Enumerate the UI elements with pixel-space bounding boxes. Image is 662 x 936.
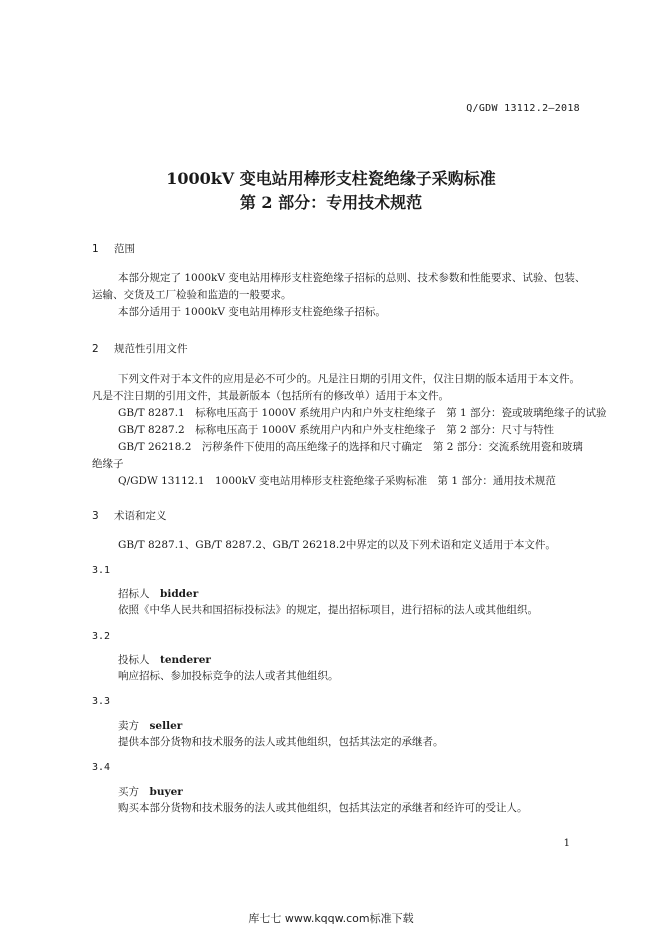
term-entry — [118, 718, 182, 733]
section-number: 1 — [92, 243, 99, 255]
standard-code: Q/GDW 13112.2—2018 — [466, 103, 580, 114]
clause-number: 3.4 — [92, 762, 111, 773]
term-definition: 购买本部分货物和技术服务的法人或其他组织，包括其法定的承继者和经许可的受让人。 — [118, 802, 528, 814]
clause-number: 3.2 — [92, 631, 111, 642]
text-line: 下列文件对于本文件的应用是必不可少的。凡是注日期的引用文件，仅注日期的版本适用于本文件。 — [118, 373, 580, 385]
document-title: 1000kV 变电站用棒形支柱瓷绝缘子采购标准 — [166, 169, 496, 188]
reference-item: GB/T 26218.2 污秽条件下使用的高压绝缘子的选择和尺寸确定 第 2 部分：交流系统用瓷和玻璃 — [118, 441, 583, 453]
term-en: seller — [149, 720, 183, 732]
page-number: 1 — [563, 838, 570, 849]
term-definition: 依照《中华人民共和国招标投标法》的规定，提出招标项目，进行招标的法人或其他组织。 — [118, 604, 538, 616]
section-number: 3 — [92, 510, 99, 522]
terms-intro — [92, 537, 586, 554]
text-line: 绝缘子 — [92, 458, 124, 470]
scope-paragraph — [92, 270, 586, 321]
term-entry — [118, 784, 183, 799]
text-line: 凡是不注日期的引用文件，其最新版本（包括所有的修改单）适用于本文件。 — [92, 390, 449, 402]
section-heading-references — [92, 341, 188, 356]
section-heading-terms — [92, 508, 167, 523]
section-title: 范围 — [114, 243, 135, 255]
term-en: buyer — [149, 786, 183, 798]
footer-watermark-link[interactable]: 库七七 www.kqqw.com标准下载 — [248, 912, 414, 925]
term-entry — [118, 652, 211, 667]
clause-number: 3.3 — [92, 696, 111, 707]
reference-item: GB/T 8287.1 标称电压高于 1000V 系统用户内和户外支柱绝缘子 第 1 部分：瓷或玻璃绝缘子的试验 — [118, 407, 607, 419]
term-definition: 响应招标、参加投标竞争的法人或者其他组织。 — [118, 670, 339, 682]
section-title: 术语和定义 — [114, 510, 167, 522]
term-en: tenderer — [160, 654, 211, 666]
section-heading-scope — [92, 241, 135, 256]
term-entry — [118, 586, 198, 601]
term-cn: 买方 — [118, 786, 139, 798]
term-en: bidder — [160, 588, 199, 600]
text-line: 本部分规定了 1000kV 变电站用棒形支柱瓷绝缘子招标的总则、技术参数和性能要求、试验、包装、 — [118, 272, 586, 284]
section-title: 规范性引用文件 — [114, 343, 188, 355]
text-line: 运输、交货及工厂检验和监造的一般要求。 — [92, 289, 292, 301]
section-number: 2 — [92, 343, 99, 355]
clause-number: 3.1 — [92, 565, 111, 576]
text-line: 本部分适用于 1000kV 变电站用棒形支柱瓷绝缘子招标。 — [118, 306, 386, 318]
references-paragraph — [92, 371, 607, 490]
reference-item: Q/GDW 13112.1 1000kV 变电站用棒形支柱瓷绝缘子采购标准 第 1 部分：通用技术规范 — [118, 475, 556, 487]
term-definition: 提供本部分货物和技术服务的法人或其他组织，包括其法定的承继者。 — [118, 736, 444, 748]
document-subtitle: 第 2 部分：专用技术规范 — [239, 193, 423, 212]
text-line: GB/T 8287.1、GB/T 8287.2、GB/T 26218.2中界定的以及下列术语和定义适用于本文件。 — [118, 539, 556, 551]
reference-item: GB/T 8287.2 标称电压高于 1000V 系统用户内和户外支柱绝缘子 第 2 部分：尺寸与特性 — [118, 424, 555, 436]
term-cn: 招标人 — [118, 588, 150, 600]
term-cn: 投标人 — [118, 654, 150, 666]
term-cn: 卖方 — [118, 720, 139, 732]
